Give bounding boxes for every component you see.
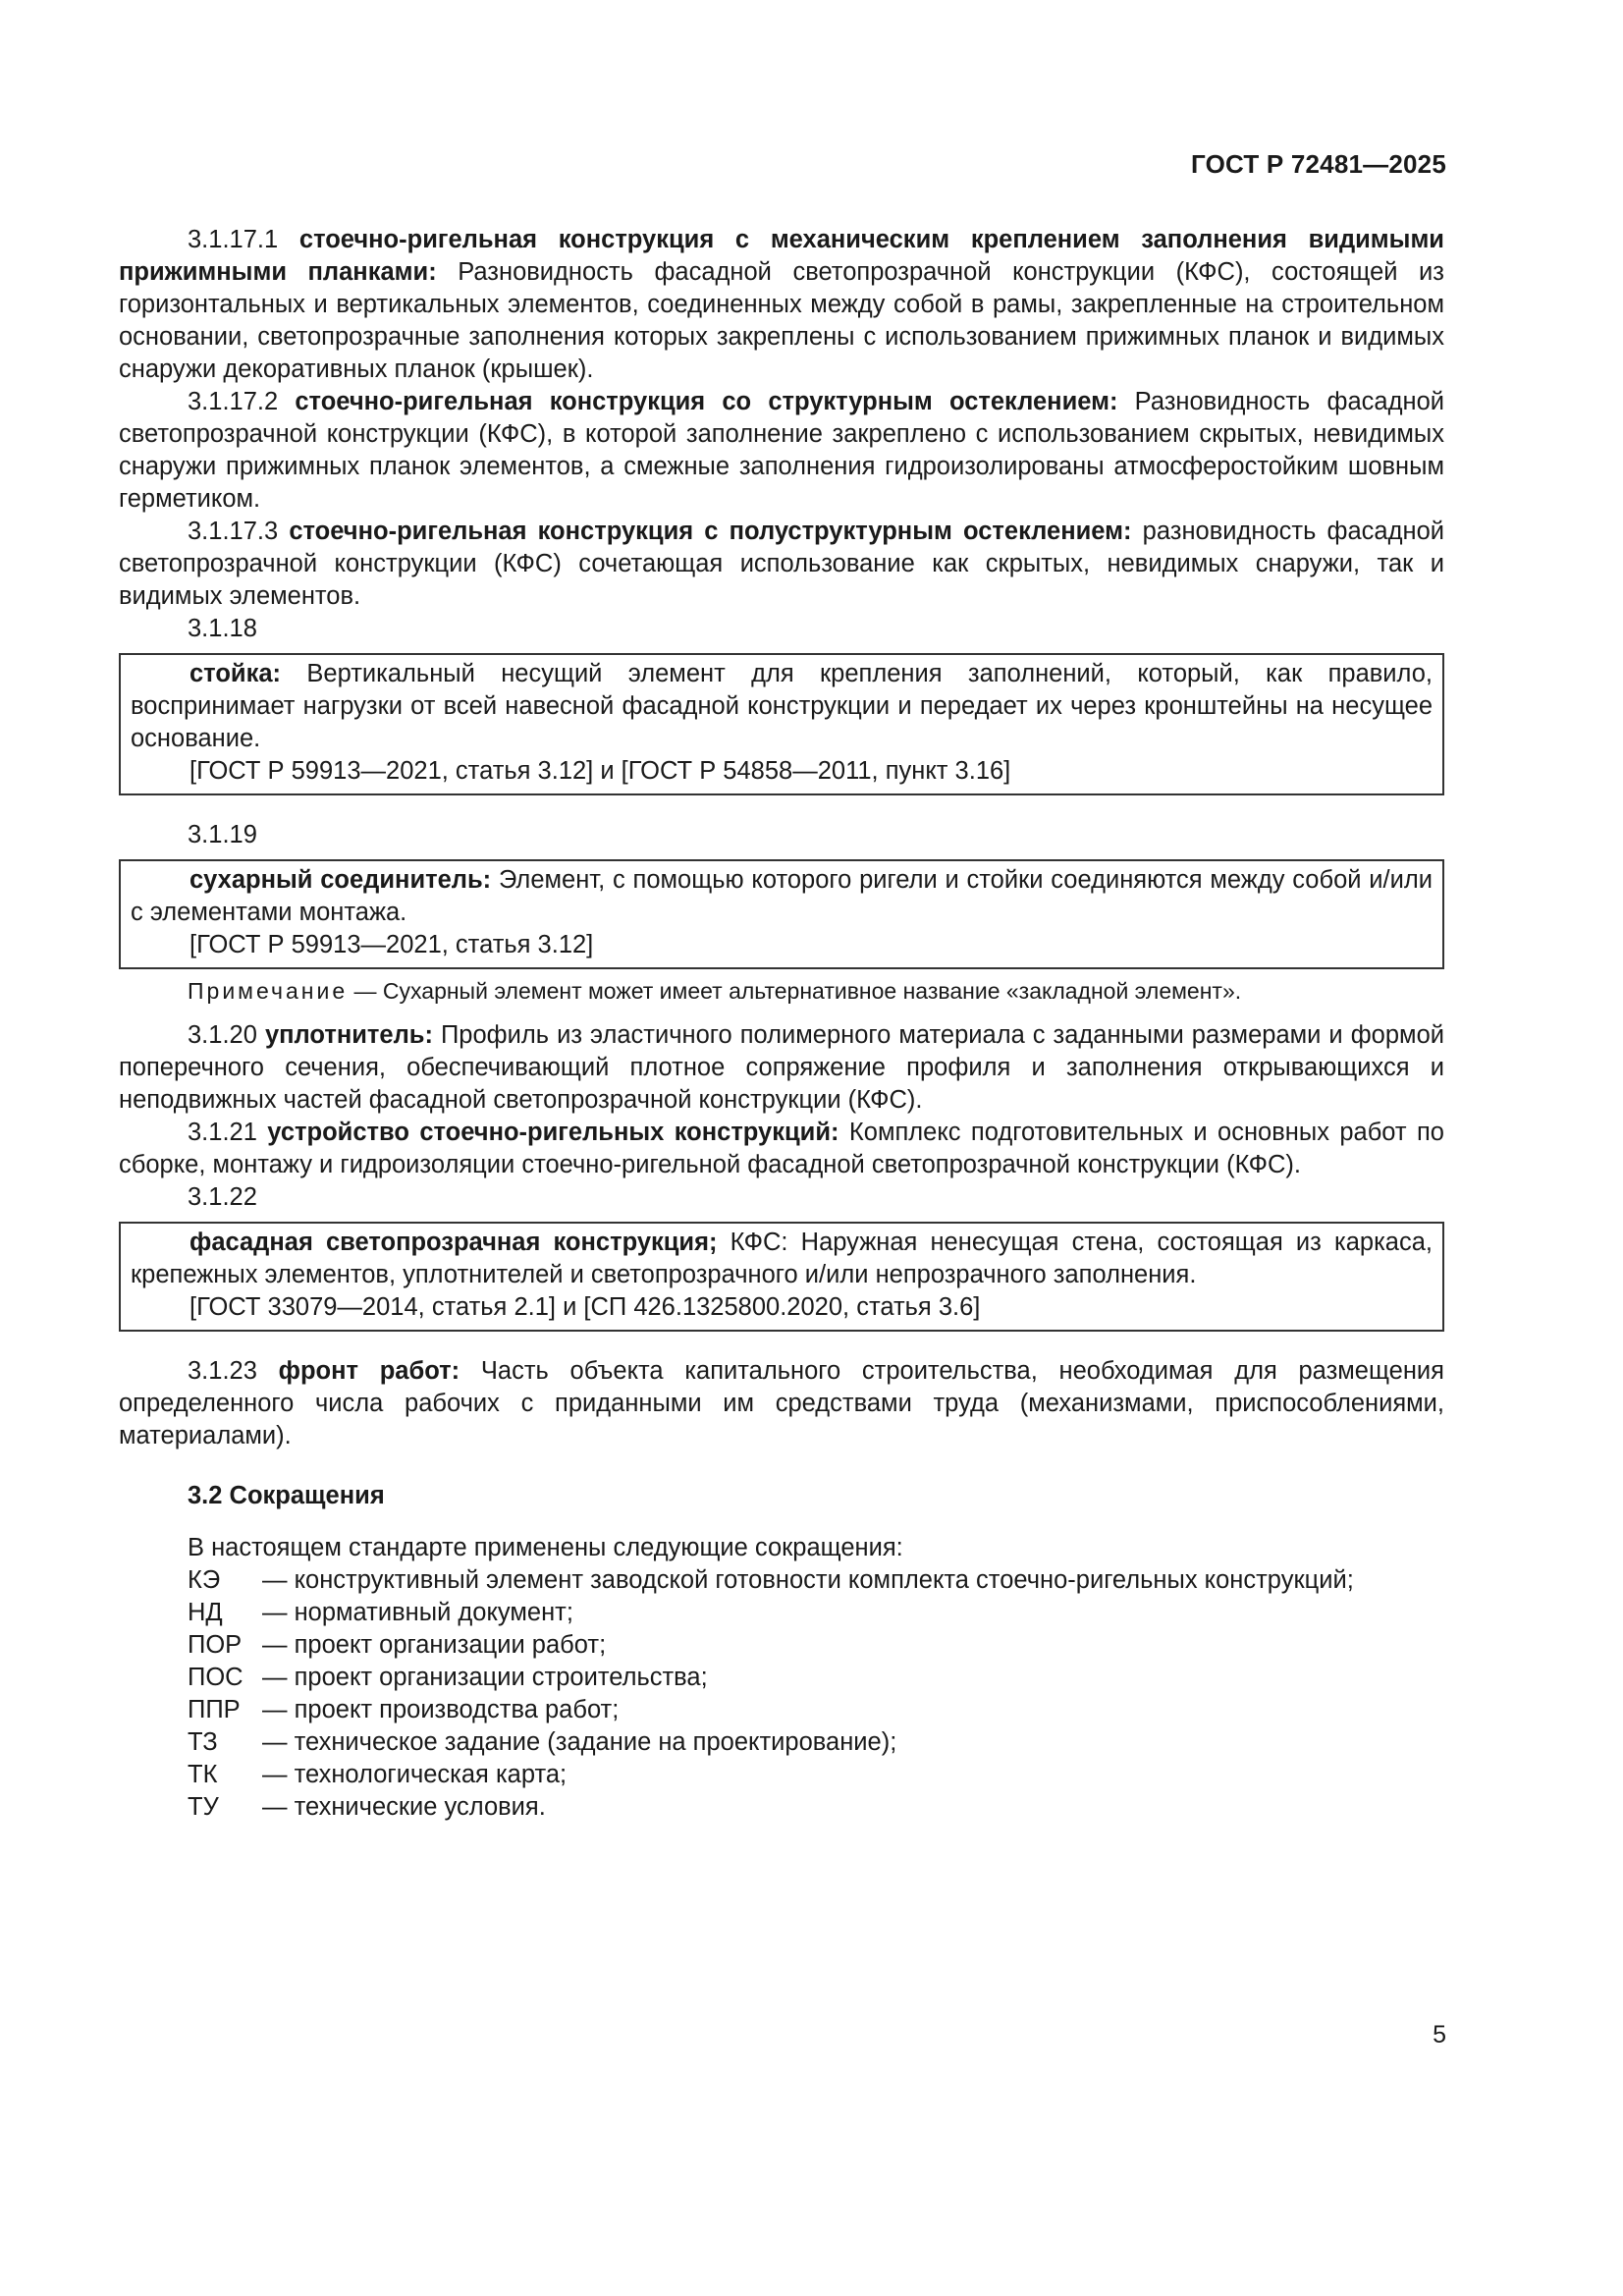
term-source: [ГОСТ Р 59913—2021, статья 3.12] и [ГОСТ Р 54858—2011, пункт 3.16] [189, 757, 1011, 785]
term-definition: Разновидность фасадной светопрозрачной конструкции (КФС), в которой заполнение закреплено с использованием скрытых, невидимых снаружи прижимных планок элементов, а смежные заполнения гидроизолированы атмосферостойким шовным герметиком. [119, 388, 1444, 513]
term-3-1-20 [119, 1019, 1444, 1117]
abbreviation-item [188, 1564, 1444, 1597]
term-title: устройство стоечно-ригельных конструкций: [267, 1119, 839, 1146]
term-box-3-1-19 [119, 859, 1444, 969]
abbreviation-code: КЭ [188, 1566, 221, 1594]
abbreviation-desc: — техническое задание (задание на проектирование); [262, 1728, 897, 1756]
section-title: 3.2 Сокращения [188, 1482, 385, 1509]
term-definition: Элемент, с помощью которого ригели и стойки соединяются между собой и/или с элементами монтажа. [131, 866, 1433, 926]
section-intro: В настоящем стандарте применены следующие сокращения: [188, 1534, 903, 1561]
term-number: 3.1.17.1 [188, 226, 279, 253]
term-title: фасадная светопрозрачная конструкция; [189, 1229, 718, 1256]
abbreviation-item [188, 1694, 1444, 1726]
term-3-1-23 [119, 1355, 1444, 1452]
term-number: 3.1.20 [188, 1021, 257, 1049]
term-definition: Профиль из эластичного полимерного материала с заданными размерами и формой поперечного сечения, обеспечивающий плотное сопряжение профиля и заполнения открывающихся и неподвижных частей фасадной светопрозрачной конструкции (КФС). [119, 1021, 1444, 1114]
page-number: 5 [1433, 2021, 1446, 2049]
term-number: 3.1.21 [188, 1119, 257, 1146]
term-box-3-1-18 [119, 653, 1444, 795]
abbreviation-code: ТЗ [188, 1728, 218, 1756]
term-number-3-1-19: 3.1.19 [188, 821, 257, 848]
document-header: ГОСТ Р 72481—2025 [1191, 149, 1446, 179]
term-number-3-1-22: 3.1.22 [188, 1183, 257, 1211]
abbreviation-code: ТК [188, 1761, 218, 1788]
term-definition: разновидность фасадной светопрозрачной конструкции (КФС) сочетающая использование как скрытых, невидимых снаружи, так и видимых элементов. [119, 518, 1445, 610]
abbreviation-desc: — проект организации работ; [262, 1631, 607, 1659]
term-box-3-1-22 [119, 1222, 1444, 1332]
term-title: стойка: [189, 660, 282, 687]
term-3-1-19 [131, 864, 1433, 929]
term-3-1-21 [119, 1117, 1444, 1181]
abbreviation-item [188, 1629, 1444, 1662]
abbreviation-item [188, 1597, 1444, 1629]
term-source: [ГОСТ Р 59913—2021, статья 3.12] [189, 931, 594, 958]
term-3-1-18 [131, 658, 1433, 755]
term-title: стоечно-ригельная конструкция с механическим креплением заполнения видимыми прижимными планками: [119, 226, 1444, 286]
document-body [119, 224, 1444, 1824]
abbreviation-item [188, 1662, 1444, 1694]
term-title: сухарный соединитель: [189, 866, 492, 894]
abbreviation-item [188, 1759, 1444, 1791]
abbreviation-desc: — технологическая карта; [262, 1761, 568, 1788]
term-title: уплотнитель: [264, 1021, 433, 1049]
abbreviation-code: НД [188, 1599, 223, 1626]
term-number: 3.1.17.2 [188, 388, 279, 415]
note [119, 975, 1444, 1008]
term-definition: КФС: Наружная ненесущая стена, состоящая из каркаса, крепежных элементов, уплотнителей и светопрозрачного и/или непрозрачного заполнения. [131, 1229, 1433, 1288]
term-title: фронт работ: [278, 1357, 460, 1385]
note-text: — Сухарный элемент может имеет альтернативное название «закладной элемент». [353, 978, 1242, 1004]
abbreviation-code: ТУ [188, 1793, 219, 1821]
abbreviation-code: ПОС [188, 1664, 243, 1691]
term-3-1-17-3 [119, 516, 1444, 613]
abbreviation-desc: — нормативный документ; [262, 1599, 573, 1626]
term-title: стоечно-ригельная конструкция с полуструктурным остеклением: [289, 518, 1132, 545]
term-definition: Комплекс подготовительных и основных работ по сборке, монтажу и гидроизоляции стоечно-ригельной фасадной светопрозрачной конструкции (КФС). [119, 1119, 1444, 1178]
term-title: стоечно-ригельная конструкция со структурным остеклением: [295, 388, 1118, 415]
abbreviation-item [188, 1726, 1444, 1759]
term-definition: Разновидность фасадной светопрозрачной конструкции (КФС), состоящей из горизонтальных и вертикальных элементов, соединенных между собой в рамы, закрепленные на строительном основании, светопрозрачные заполнения которых закреплены с использованием прижимных планок и видимых снаружи декоративных планок (крышек). [119, 258, 1444, 383]
abbreviation-code: ПОР [188, 1631, 243, 1659]
term-3-1-17-1 [119, 224, 1444, 386]
abbreviation-desc: — проект организации строительства; [262, 1664, 708, 1691]
term-definition: Вертикальный несущий элемент для крепления заполнений, который, как правило, воспринимает нагрузки от всей навесной фасадной конструкции и передает их через кронштейны на несущее основание. [131, 660, 1433, 752]
abbreviation-desc: — конструктивный элемент заводской готовности комплекта стоечно-ригельных конструкций; [262, 1566, 1354, 1594]
term-number: 3.1.23 [188, 1357, 257, 1385]
abbreviation-desc: — проект производства работ; [262, 1696, 620, 1723]
abbreviation-list [119, 1564, 1444, 1824]
term-number: 3.1.17.3 [188, 518, 279, 545]
term-3-1-17-2 [119, 386, 1444, 516]
abbreviation-item [188, 1791, 1444, 1824]
abbreviation-desc: — технические условия. [262, 1793, 546, 1821]
term-number-3-1-18: 3.1.18 [188, 615, 257, 642]
note-label: Примечание [188, 978, 349, 1004]
term-source: [ГОСТ 33079—2014, статья 2.1] и [СП 426.1325800.2020, статья 3.6] [189, 1293, 981, 1321]
abbreviation-code: ППР [188, 1696, 241, 1723]
term-3-1-22 [131, 1227, 1433, 1291]
term-definition: Часть объекта капитального строительства, необходимая для размещения определенного числа рабочих с приданными им средствами труда (механизмами, приспособлениями, материалами). [119, 1357, 1444, 1449]
